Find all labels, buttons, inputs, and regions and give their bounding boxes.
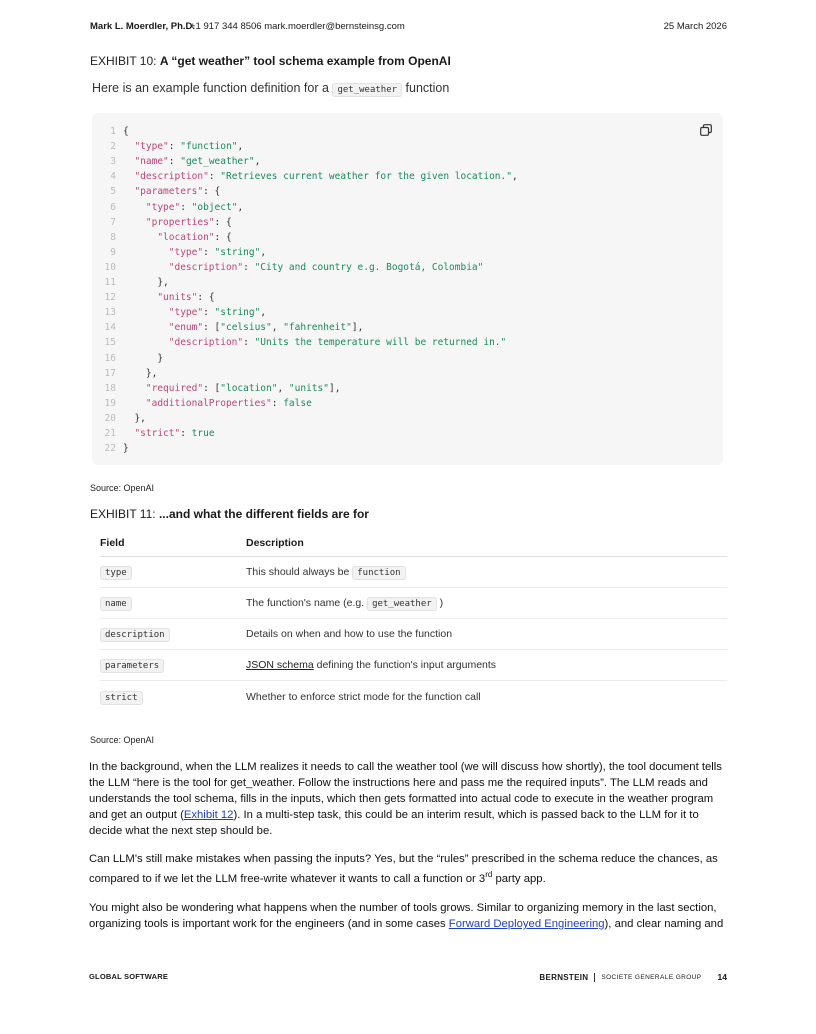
line-number: 11: [104, 277, 116, 288]
p1-text: In the background, when the LLM realizes it needs to call the weather tool (we will discuss how shortly), the tool document tells the LLM “here is the tool for get_weather. Follow the instructions here and pass me the required inputs”. The LLM reads and understands the tool schema, fills in the inputs, which then gets formatted into actual code to execute in the weather program and get an output (: [89, 761, 722, 821]
exhibit-12-link[interactable]: Exhibit 12: [183, 809, 234, 821]
code-token: {: [123, 126, 129, 137]
line-number: 19: [104, 397, 116, 409]
field-name-code: name: [100, 597, 132, 611]
code-token: "get_weather": [180, 156, 255, 168]
description-code: function: [352, 566, 405, 580]
code-token: [123, 383, 146, 394]
code-token: "type": [145, 201, 181, 213]
exhibit-11-source: Source: OpenAI: [90, 735, 155, 745]
code-token: [123, 247, 169, 258]
code-line: [92, 320, 363, 335]
code-token: "name": [134, 156, 169, 168]
code-line: [92, 169, 518, 184]
exhibit-11-label: EXHIBIT 11:: [90, 507, 156, 521]
line-number: 16: [104, 352, 116, 364]
exhibit-10-intro: [92, 81, 449, 95]
field-cell: [100, 597, 132, 609]
p3-text: You might also be wondering what happens when the number of tools grows. Similar to organizing memory in the last section, organizing tools is important work for the engineers (and in some cases: [89, 902, 717, 930]
code-token: "function": [180, 141, 238, 153]
line-number: 18: [104, 382, 116, 394]
paragraph-3: [89, 900, 729, 932]
code-token: [123, 428, 134, 439]
code-line: [92, 441, 129, 456]
line-number: 17: [104, 367, 116, 379]
code-token: [123, 262, 169, 273]
code-line: [92, 426, 215, 441]
code-token: "Retrieves current weather for the given location.": [220, 171, 512, 183]
code-line: [92, 260, 483, 275]
field-cell: [100, 566, 132, 578]
code-line: [92, 381, 340, 396]
code-token: "Units the temperature will be returned in.": [254, 337, 507, 349]
brand-divider: [594, 973, 595, 982]
code-token: },: [123, 367, 158, 379]
code-token: ,: [237, 141, 244, 153]
code-token: false: [283, 397, 312, 409]
p3-text-end: ), and clear naming and: [604, 918, 724, 930]
code-token: ,: [260, 307, 267, 319]
code-line: [92, 215, 232, 230]
code-line: [92, 335, 506, 350]
code-token: "required": [145, 382, 204, 394]
exhibit-10-heading: A “get weather” tool schema example from OpenAI: [159, 54, 451, 68]
code-token: :: [271, 397, 284, 409]
code-token: : {: [214, 231, 232, 243]
description-text-after: defining the function's input arguments: [313, 659, 497, 671]
fde-link[interactable]: Forward Deployed Engineering: [448, 918, 605, 930]
code-token: "properties": [145, 216, 215, 228]
page-footer: [89, 972, 727, 986]
line-number: 10: [104, 261, 116, 273]
description-text: The function's name (e.g.: [246, 597, 365, 609]
line-number: 13: [104, 307, 116, 319]
description-cell: [246, 628, 452, 640]
line-number: 12: [104, 292, 116, 304]
code-token: [123, 292, 157, 303]
line-number: 6: [110, 201, 116, 213]
header-field: Field: [100, 536, 125, 549]
code-token: "type": [134, 141, 169, 153]
report-date: 25 March 2026: [663, 21, 727, 32]
code-line: [92, 139, 243, 154]
line-number: 2: [110, 141, 116, 153]
exhibit-10-label: EXHIBIT 10:: [90, 54, 157, 68]
code-token: [123, 171, 134, 182]
code-token: [123, 322, 169, 333]
code-token: "fahrenheit": [283, 322, 352, 334]
code-token: "additionalProperties": [145, 397, 272, 409]
code-token: ,: [511, 171, 518, 183]
code-token: [123, 398, 146, 409]
code-token: "location": [157, 231, 215, 243]
field-cell: [100, 628, 170, 640]
code-token: : [: [203, 382, 221, 394]
description-text-after: ): [439, 597, 444, 609]
code-token: [123, 202, 146, 213]
line-number: 3: [110, 156, 116, 168]
code-token: "type": [168, 246, 204, 258]
copy-icon[interactable]: [700, 124, 712, 136]
code-line: [92, 411, 146, 426]
code-token: :: [203, 307, 215, 319]
code-token: ,: [260, 246, 267, 258]
footer-brand: [539, 972, 727, 982]
table-row: [100, 557, 727, 588]
code-token: },: [123, 412, 146, 424]
exhibit-10-source: Source: OpenAI: [90, 483, 155, 493]
header-description: Description: [246, 536, 304, 549]
exhibit-10-title: [90, 54, 451, 68]
code-token: "units": [288, 382, 329, 394]
p2-superscript: rd: [485, 870, 493, 879]
exhibit-11-title: [90, 507, 369, 521]
code-token: :: [203, 246, 215, 258]
code-token: : [: [203, 322, 221, 334]
code-line: [92, 305, 266, 320]
code-token: },: [123, 277, 169, 288]
code-token: [123, 186, 134, 197]
code-token: "string": [214, 307, 261, 319]
code-token: [123, 156, 134, 167]
code-token: "description": [134, 171, 209, 183]
code-block: [92, 113, 723, 465]
paragraph-2: [89, 851, 729, 887]
code-token: [123, 337, 169, 348]
code-line: [92, 154, 260, 169]
code-token: "type": [168, 307, 204, 319]
code-line: [92, 366, 157, 381]
code-token: ,: [271, 322, 284, 334]
description-code: get_weather: [367, 597, 437, 611]
code-token: : {: [203, 186, 221, 198]
code-line: [92, 290, 215, 305]
table-header: [100, 529, 727, 557]
field-cell: [100, 691, 143, 703]
field-name-code: parameters: [100, 659, 164, 673]
footer-section: GLOBAL SOFTWARE: [89, 972, 169, 981]
description-cell: [246, 597, 443, 609]
code-token: :: [168, 156, 181, 168]
code-token: "City and country e.g. Bogotá, Colombia": [254, 261, 484, 273]
page-header: [90, 21, 727, 35]
code-line: [92, 275, 169, 290]
code-line: [92, 124, 129, 139]
intro-inline-code: get_weather: [332, 83, 402, 97]
code-token: ,: [254, 156, 261, 168]
line-number: 14: [104, 322, 116, 334]
line-number: 5: [110, 186, 116, 198]
code-token: [123, 141, 134, 152]
code-token: "description": [168, 261, 244, 273]
code-token: :: [180, 428, 192, 439]
field-name-code: description: [100, 628, 170, 642]
fields-table: [100, 529, 727, 712]
table-row: [100, 681, 727, 712]
code-line: [92, 396, 312, 411]
code-line: [92, 184, 220, 199]
json-schema-link[interactable]: JSON schema: [246, 659, 314, 671]
line-number: 4: [110, 171, 116, 183]
paragraph-1: [89, 759, 729, 839]
code-token: :: [243, 337, 255, 349]
exhibit-11-heading: ...and what the different fields are for: [158, 507, 369, 521]
description-cell: [246, 566, 406, 578]
field-name-code: strict: [100, 691, 143, 705]
code-token: true: [191, 428, 215, 439]
line-number: 20: [104, 412, 116, 424]
page-number: 14: [717, 972, 727, 982]
code-token: ,: [277, 382, 289, 394]
code-line: [92, 245, 266, 260]
line-number: 22: [104, 443, 116, 455]
table-row: [100, 619, 727, 650]
code-token: :: [180, 201, 192, 213]
code-token: ],: [351, 322, 364, 334]
line-number: 1: [110, 126, 116, 137]
code-token: "units": [157, 292, 198, 304]
line-number: 8: [110, 231, 116, 243]
line-number: 9: [110, 246, 116, 258]
code-line: [92, 200, 243, 215]
code-token: ,: [237, 201, 244, 213]
brand-logo: BERNSTEIN: [539, 972, 589, 982]
code-token: }: [123, 443, 129, 455]
code-token: :: [208, 171, 221, 183]
p1-text-end: ). In a multi-step task, this could be an interim result, which is passed back to the LLM for it to decide what the next step should be.: [89, 809, 699, 837]
intro-text-after: function: [405, 81, 450, 95]
brand-group: SOCIETE GENERALE GROUP: [601, 973, 702, 981]
code-token: : {: [214, 216, 232, 228]
code-token: "strict": [134, 428, 181, 439]
description-cell: [246, 659, 496, 671]
p2-text-end: party app.: [492, 872, 546, 885]
description-text: This should always be: [246, 566, 350, 578]
code-token: "location": [220, 382, 278, 394]
p2-text: Can LLM's still make mistakes when passing the inputs? Yes, but the “rules” prescribed in the schema reduce the chances, as compared to if we let the LLM free-write whatever it wants to call a function or 3: [89, 853, 718, 885]
description-text: Details on when and how to use the function: [246, 628, 453, 640]
description-cell: [246, 691, 481, 703]
code-token: :: [168, 141, 181, 153]
author-contact: +1 917 344 8506 mark.moerdler@bernsteinsg.com: [190, 21, 405, 32]
code-token: [123, 217, 146, 228]
table-row: [100, 650, 727, 681]
description-text: Whether to enforce strict mode for the function call: [246, 690, 481, 703]
line-number: 15: [104, 337, 116, 349]
code-token: "string": [214, 246, 261, 258]
code-line: [92, 230, 232, 245]
code-line: [92, 351, 163, 366]
line-number: 7: [110, 216, 116, 228]
table-row: [100, 588, 727, 619]
code-token: "description": [168, 337, 244, 349]
code-token: "parameters": [134, 186, 204, 198]
author-name: Mark L. Moerdler, Ph.D.: [90, 21, 196, 32]
field-cell: [100, 659, 164, 671]
code-token: "celsius": [220, 322, 272, 334]
code-token: "object": [191, 201, 238, 213]
line-number: 21: [104, 428, 116, 439]
code-token: "enum": [168, 322, 204, 334]
code-token: [123, 307, 169, 318]
code-token: [123, 232, 157, 243]
code-token: :: [243, 261, 255, 273]
field-name-code: type: [100, 566, 132, 580]
code-token: : {: [197, 292, 215, 304]
intro-text: Here is an example function definition for a: [92, 81, 329, 95]
code-token: }: [123, 352, 164, 364]
code-token: ],: [328, 382, 341, 394]
